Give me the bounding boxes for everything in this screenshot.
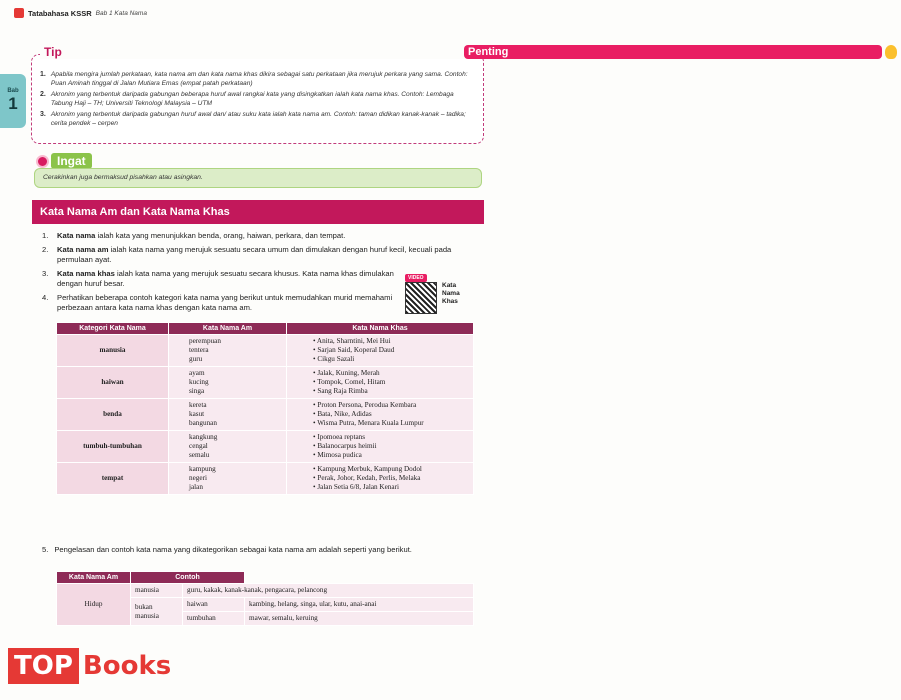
point-item: [42, 545, 474, 555]
category-table: [56, 322, 474, 495]
cell-line: ayam: [189, 369, 205, 377]
table-cell: [169, 399, 287, 431]
table-row: [57, 463, 474, 495]
watermark-part: Books: [82, 651, 172, 681]
table-row: [57, 431, 474, 463]
classification-table: [56, 571, 474, 626]
tip-item-text: Apabila mengira jumlah perkataan, kata nama am dan kata nama khas dikira sebagai satu perkataan jika merujuk perkara yang sama. Contoh: Puan Aminah tinggal di Jalan Mutiara Emas (empat patah perkataan): [50, 71, 468, 87]
table-cell: [287, 367, 474, 399]
point-term: Kata nama khas: [57, 269, 115, 278]
topbooks-watermark: [8, 644, 204, 688]
point-text: ialah kata nama yang merujuk sesuatu secara umum dan dimulakan dengan huruf kecil, kecuali pada permulaan ayat.: [57, 245, 452, 264]
column-header: Kata Nama Am: [57, 572, 131, 584]
point-text: ialah kata nama yang merujuk sesuatu secara khusus. Kata nama khas dimulakan dengan huruf besar.: [57, 269, 394, 288]
publisher-logo-icon: [14, 8, 24, 18]
cell-line: • Cikgu Sazali: [313, 355, 469, 364]
table-cell: manusia: [131, 584, 183, 598]
cell-line: • Mimosa pudica: [313, 451, 469, 460]
table-cell: haiwan: [57, 367, 169, 399]
lightbulb-icon: [885, 45, 897, 59]
video-caption-line: Khas: [442, 298, 458, 305]
cell-line: bangunan: [189, 419, 217, 427]
ingat-heading: [36, 153, 92, 169]
cell-line: semalu: [189, 451, 210, 459]
table-cell: mawar, semalu, keruing: [245, 612, 474, 626]
cell-line: kangkung: [189, 433, 218, 441]
table-cell: [287, 335, 474, 367]
cell-line: • Sang Raja Rimba: [313, 387, 469, 396]
tip-item-text: Akronim yang terbentuk daripada gabungan beberapa huruf awal rangkai kata yang disingkatkan ialah kata nama khas. Contoh: Lembaga Tabung Haji – TH; Universiti Teknologi Malaysia – UTM: [50, 91, 454, 107]
cell-line: tentera: [189, 346, 209, 354]
table-cell: tumbuhan: [183, 612, 245, 626]
cell-line: jalan: [189, 483, 203, 491]
cell-line: kampung: [189, 465, 216, 473]
point-text: Perhatikan beberapa contoh kategori kata nama yang berikut untuk memudahkan murid memahami perbezaan antara kata nama khas dengan kata nama am.: [57, 293, 393, 312]
column-header: Kategori Kata Nama: [57, 323, 169, 335]
table-cell: [169, 431, 287, 463]
tip-item: [40, 90, 476, 108]
cell-line: perempuan: [189, 337, 221, 345]
point-term: Kata nama: [57, 231, 96, 240]
column-header: Kata Nama Am: [169, 323, 287, 335]
video-badge: VIDEO: [405, 274, 427, 282]
tip-heading-badge: Penting: [464, 45, 882, 59]
column-header: Contoh: [131, 572, 245, 584]
table-row: [57, 584, 474, 598]
table-row: [57, 335, 474, 367]
table-cell: bukan manusia: [131, 598, 183, 626]
qr-code-icon[interactable]: [405, 282, 437, 314]
table-cell: kambing, helang, singa, ular, kutu, anai-anai: [245, 598, 474, 612]
tip-heading: [40, 45, 901, 59]
pin-icon: [36, 155, 49, 168]
column-header: Kata Nama Khas: [287, 323, 474, 335]
point-text: Pengelasan dan contoh kata nama yang dikategorikan sebagai kata nama am adalah seperti yang berikut.: [54, 545, 412, 554]
cell-line: negeri: [189, 474, 207, 482]
cell-line: • Ipomoea reptans: [313, 433, 469, 442]
cell-line: • Jalak, Kuning, Merah: [313, 369, 469, 378]
point-term: Kata nama am: [57, 245, 109, 254]
table-cell: [169, 463, 287, 495]
tip-item-number: 2.: [40, 91, 46, 98]
tip-item-number: 1.: [40, 71, 46, 78]
table-header-row: [57, 572, 474, 584]
tip-item-number: 3.: [40, 111, 46, 118]
point-number: 3.: [42, 269, 49, 278]
table-cell: tempat: [57, 463, 169, 495]
tip-list: [40, 70, 476, 130]
table-cell: [287, 463, 474, 495]
table-cell: [287, 399, 474, 431]
video-caption-line: Kata: [442, 282, 457, 289]
cell-line: singa: [189, 387, 205, 395]
video-caption: [442, 282, 460, 306]
page-header: [14, 8, 147, 18]
point-item: [42, 293, 397, 313]
point-number: 4.: [42, 293, 49, 302]
cell-line: • Kampung Merbuk, Kampung Dodol: [313, 465, 469, 474]
cell-line: guru: [189, 355, 203, 363]
video-qr-block[interactable]: [401, 274, 473, 316]
cell-line: kereta: [189, 401, 207, 409]
cell-line: • Jalan Setia 6/8, Jalan Kenari: [313, 483, 469, 492]
table-cell: [169, 367, 287, 399]
table-cell: guru, kakak, kanak-kanak, pengacara, pelancong: [183, 584, 474, 598]
cell-line: • Anita, Sharntini, Mei Hui: [313, 337, 469, 346]
point-number: 2.: [42, 245, 49, 254]
section-header: [32, 200, 484, 224]
table-cell: Hidup: [57, 584, 131, 626]
cell-line: • Sarjan Said, Koperal Daud: [313, 346, 469, 355]
cell-line: cengal: [189, 442, 208, 450]
ingat-heading-label: Ingat: [51, 153, 92, 169]
chapter-title: Bab 1 Kata Nama: [95, 9, 147, 17]
point-item: [42, 269, 397, 289]
cell-line: • Wisma Putra, Menara Kuala Lumpur: [313, 419, 469, 428]
point-text: ialah kata yang menunjukkan benda, orang, haiwan, perkara, dan tempat.: [95, 231, 346, 240]
cell-line: • Perak, Johor, Kedah, Perlis, Melaka: [313, 474, 469, 483]
cell-line: • Proton Persona, Perodua Kembara: [313, 401, 469, 410]
tip-item: [40, 70, 476, 88]
cell-line: kucing: [189, 378, 209, 386]
table-cell: [169, 335, 287, 367]
tip-item: [40, 110, 476, 128]
book-title: Tatabahasa KSSR: [28, 8, 92, 18]
cell-line: kasut: [189, 410, 205, 418]
chapter-tab-number: 1: [8, 94, 18, 113]
table-row: [57, 367, 474, 399]
cell-line: • Balanocarpus heimii: [313, 442, 469, 451]
point-item: [42, 231, 474, 241]
video-caption-line: Nama: [442, 290, 460, 297]
table-header-row: [57, 323, 474, 335]
tip-heading-word: Tip: [44, 45, 62, 59]
table-row: [57, 399, 474, 431]
chapter-tab-word: Bab: [7, 88, 19, 94]
cell-line: • Bata, Nike, Adidas: [313, 410, 469, 419]
table-cell: benda: [57, 399, 169, 431]
table-cell: haiwan: [183, 598, 245, 612]
tip-item-text: Akronim yang terbentuk daripada gabungan huruf awal dan/ atau suku kata ialah kata nama am. Contoh: taman didikan kanak-kanak – tadika; cerita pendek – cerpen: [50, 111, 466, 127]
table-cell: tumbuh-tumbuhan: [57, 431, 169, 463]
point-number: 1.: [42, 231, 49, 240]
point-number: 5.: [42, 545, 49, 554]
ingat-note: Cerakinkan juga bermaksud pisahkan atau asingkan.: [34, 168, 482, 188]
section-title: Kata Nama Am dan Kata Nama Khas: [40, 206, 230, 218]
watermark-part: TOP: [8, 648, 79, 684]
chapter-side-tab: [0, 74, 26, 128]
table-cell: manusia: [57, 335, 169, 367]
table-cell: [287, 431, 474, 463]
point-item: [42, 245, 474, 265]
cell-line: • Tompok, Comel, Hitam: [313, 378, 469, 387]
